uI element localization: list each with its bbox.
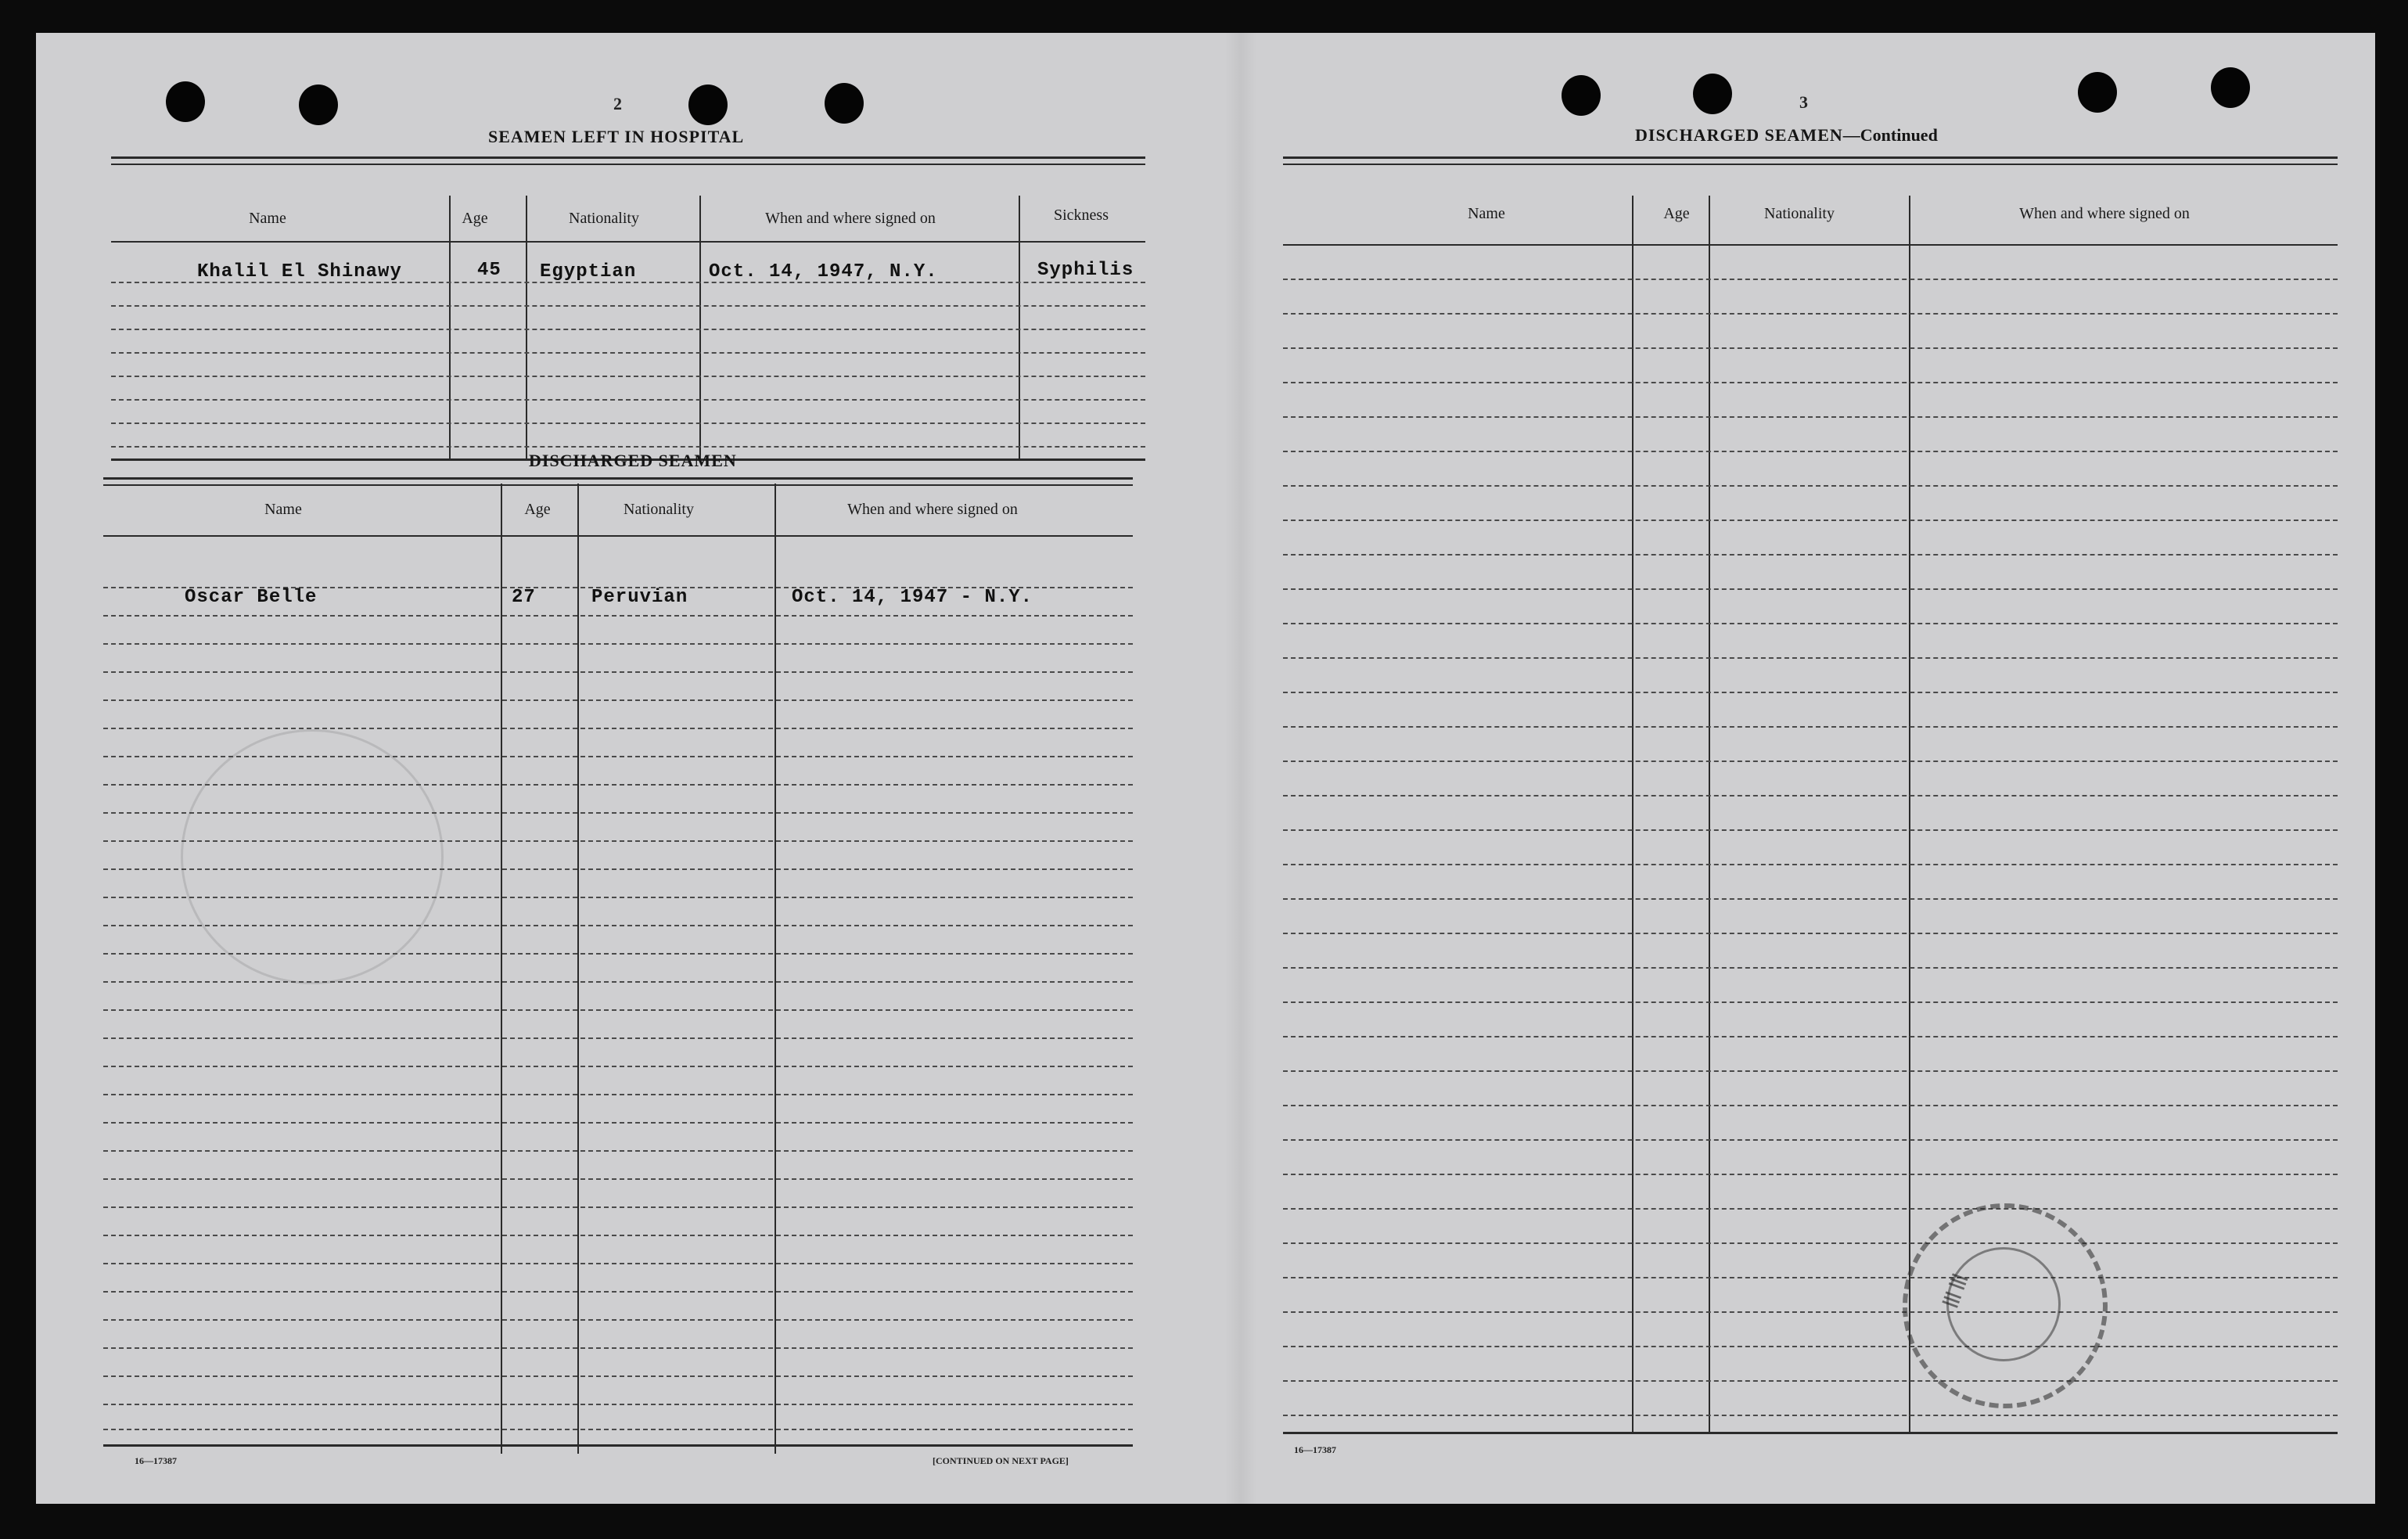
punch-hole — [166, 81, 205, 122]
hospital-row-signed-on: Oct. 14, 1947, N.Y. — [709, 261, 938, 282]
col-header-signed-on: When and where signed on — [2019, 205, 2190, 222]
hospital-row-name: Khalil El Shinawy — [197, 261, 402, 282]
col-header-nationality: Nationality — [569, 210, 639, 227]
discharged-table-left — [103, 477, 1133, 1455]
col-header-name: Name — [264, 501, 302, 518]
page-number-left: 2 — [613, 94, 622, 113]
col-header-nationality: Nationality — [624, 501, 694, 518]
col-header-name: Name — [249, 210, 286, 227]
discharged-row-name: Oscar Belle — [185, 587, 318, 608]
discharged-continued-title — [1635, 125, 1938, 146]
postmark-inner-ring — [1946, 1247, 2061, 1361]
discharged-table-right — [1283, 156, 2338, 1440]
punch-hole — [688, 85, 728, 125]
hospital-table — [111, 156, 1145, 462]
continued-note: [CONTINUED ON NEXT PAGE] — [933, 1455, 1069, 1466]
punch-hole — [2078, 72, 2117, 113]
punch-hole — [1562, 75, 1601, 116]
col-header-sickness: Sickness — [1054, 207, 1109, 224]
document-paper — [36, 33, 2375, 1504]
hospital-section-title: SEAMEN LEFT IN HOSPITAL — [488, 127, 745, 146]
col-header-name: Name — [1468, 205, 1505, 222]
punch-hole — [825, 83, 864, 124]
discharged-row-signed-on: Oct. 14, 1947 - N.Y. — [792, 587, 1033, 608]
discharged-row-nationality: Peruvian — [591, 587, 688, 608]
hospital-row-age: 45 — [477, 260, 501, 281]
col-header-age: Age — [1663, 205, 1690, 222]
hospital-row-sickness: Syphilis — [1037, 260, 1134, 281]
punch-hole — [1693, 74, 1732, 114]
col-header-age: Age — [462, 210, 488, 227]
col-header-signed-on: When and where signed on — [765, 210, 936, 227]
col-header-age: Age — [524, 501, 551, 518]
punch-hole — [299, 85, 338, 125]
continued-suffix: —Continued — [1842, 125, 1938, 145]
col-header-nationality: Nationality — [1764, 205, 1835, 222]
form-number-right: 16—17387 — [1294, 1444, 1336, 1455]
postmark-stamp — [1903, 1203, 2108, 1408]
discharged-section-title: DISCHARGED SEAMEN — [529, 451, 737, 470]
hospital-row-nationality: Egyptian — [540, 261, 637, 282]
discharged-row-age: 27 — [512, 587, 536, 608]
page-number-right: 3 — [1799, 92, 1808, 112]
form-number-left: 16—17387 — [135, 1455, 177, 1466]
postmark-marks: ||| ||| — [1938, 1271, 1969, 1310]
discharged-continued-title-text: DISCHARGED SEAMEN — [1635, 125, 1843, 145]
page-fold — [1225, 33, 1256, 1504]
col-header-signed-on: When and where signed on — [847, 501, 1018, 518]
punch-hole — [2211, 67, 2250, 108]
